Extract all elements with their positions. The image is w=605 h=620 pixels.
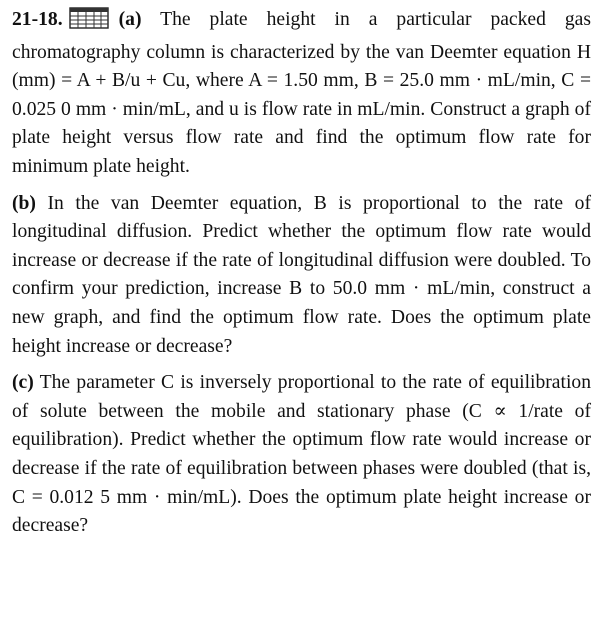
part-b-text: In the van Deemter equation, B is proportional to the rate of longitudinal diffusion. Predict whether the optimum flow rate would increase or decrease if the rate of longitudinal diffusion were doubled. To confirm your prediction, increase B to 50.0 mm · mL/min, construct a new graph, and find the optimum flow rate. Does the optimum plate height increase or decrease?	[12, 192, 591, 357]
part-c-text: The parameter C is inversely proportional to the rate of equilibration of solute between the mobile and stationary phase (C ∝ 1/rate of equilibration). Predict whether the optimum flow rate would increase or decrease if the rate of equilibration between phases were doubled (that is, C = 0.012 5 mm · min/mL). Does the optimum plate height increase or decrease?	[12, 372, 591, 537]
part-b-label: (b)	[12, 192, 36, 214]
spreadsheet-icon	[69, 7, 109, 39]
part-c-paragraph	[12, 369, 591, 541]
part-b-paragraph	[12, 190, 591, 362]
part-a-paragraph	[12, 6, 591, 182]
problem-number: 21-18.	[12, 9, 63, 30]
part-a-text: The plate height in a particular packed gas chromatography column is characterized by the van Deemter equation H (mm) = A + B/u + Cu, where A = 1.50 mm, B = 25.0 mm · mL/min, C = 0.025 0 mm · min/mL, and u is flow rate in mL/min. Construct a graph of plate height versus flow rate and find the optimum flow rate for minimum plate height.	[12, 9, 592, 177]
part-c-label: (c)	[12, 372, 34, 394]
part-a-label: (a)	[118, 9, 142, 30]
